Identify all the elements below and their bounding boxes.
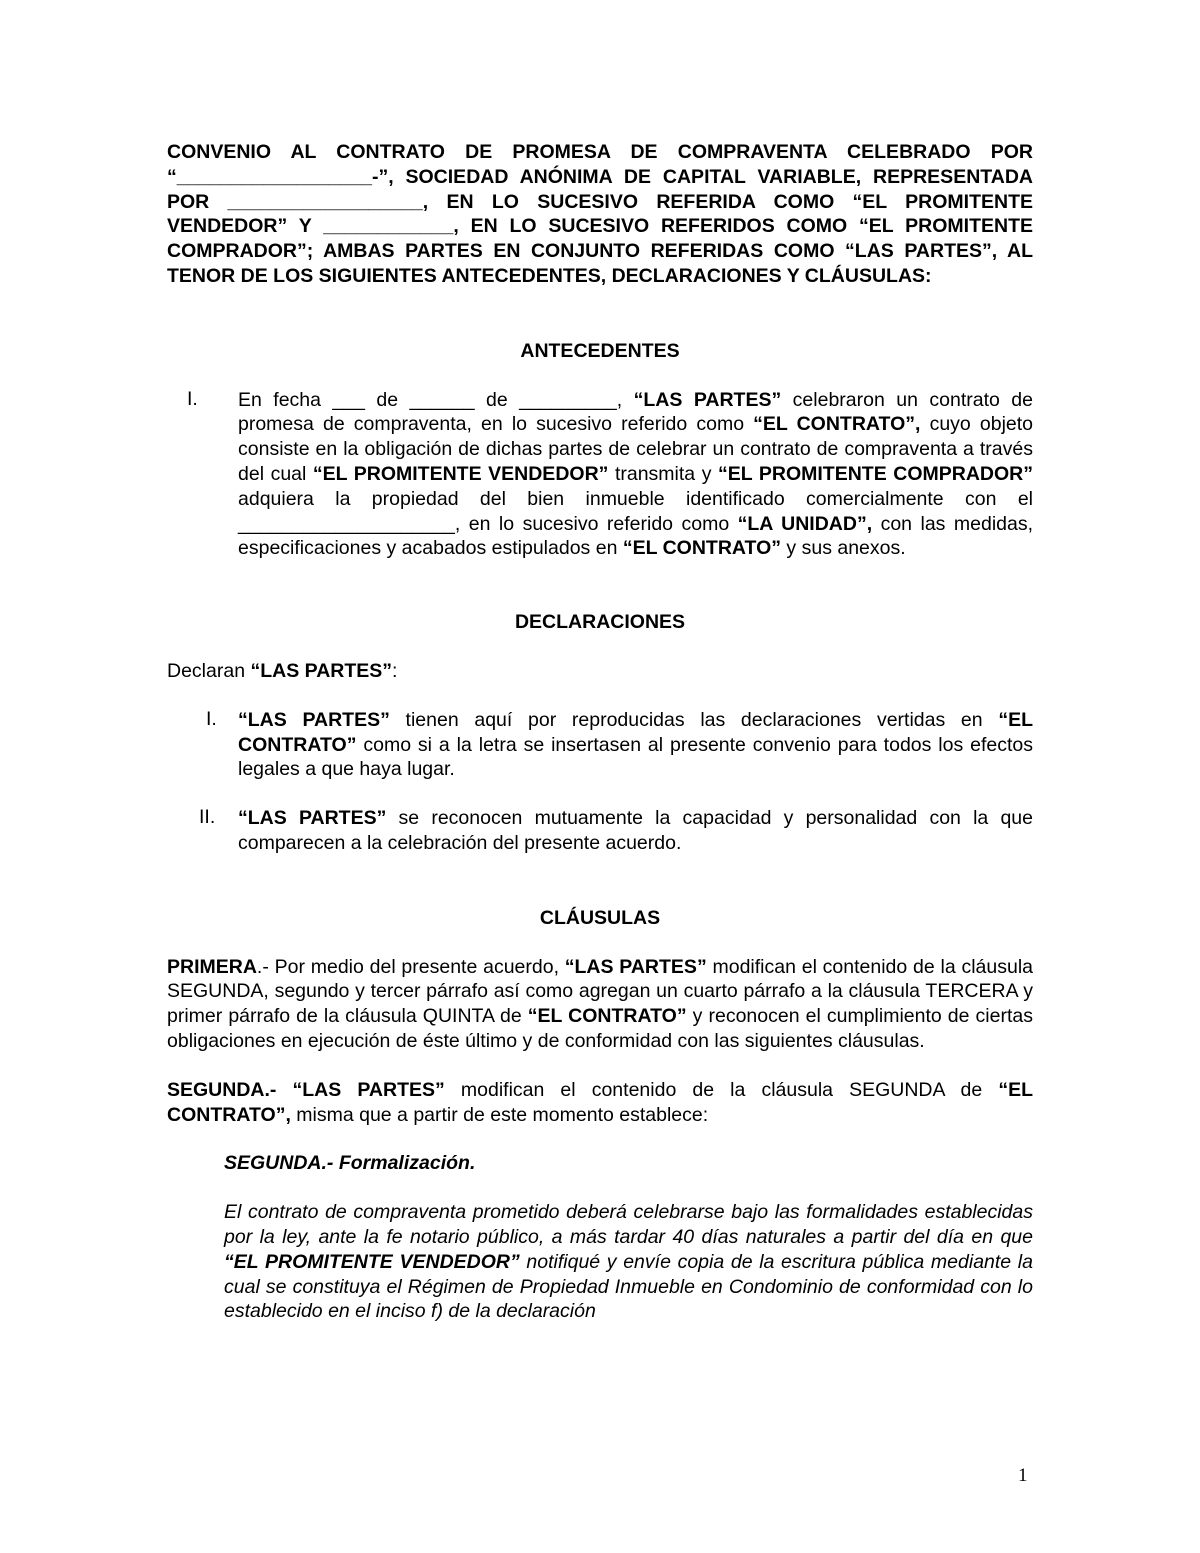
document-title: CONVENIO AL CONTRATO DE PROMESA DE COMPRAVENTA CELEBRADO POR “__________________-”, SOCIEDAD ANÓNIMA DE CAPITAL VARIABLE, REPRESENTADA POR __________________, EN LO SUCESIVO REFERIDA COMO “EL PROMITENTE VENDEDOR” Y ____________, EN LO SUCESIVO REFERIDOS COMO “EL PROMITENTE COMPRADOR”; AMBAS PARTES EN CONJUNTO REFERIDAS COMO “LAS PARTES”, AL TENOR DE LOS SIGUIENTES ANTECEDENTES, DECLARACIONES Y CLÁUSULAS: (167, 141, 1033, 287)
document-body (167, 140, 1033, 1324)
clausula-segunda: SEGUNDA.- “LAS PARTES” modifican el contenido de la cláusula SEGUNDA de “EL CONTRATO”, misma que a partir de este momento establece: (167, 1078, 1034, 1126)
declaracion-text: “LAS PARTES” se reconocen mutuamente la capacidad y personalidad con la que comparecen a la celebración del presente acuerdo. (238, 807, 1033, 854)
declaraciones-heading: DECLARACIONES (514, 611, 686, 634)
declaracion-item-2 (167, 806, 1033, 856)
clausula-segunda-body: El contrato de compraventa prometido deberá celebrarse bajo las formalidades establecidas por la ley, ante la fe notario público, a más tardar 40 días naturales a partir del día en que “EL PROMITENTE VENDEDOR” notifiqué y envíe copia de la escritura pública mediante la cual se constituya el Régimen de Propiedad Inmueble en Condominio de conformidad con lo establecido en el inciso f) de la declaración (224, 1201, 1033, 1323)
clausula-segunda-subtitle: SEGUNDA.- Formalización. (224, 1152, 476, 1175)
declaraciones-intro: Declaran “LAS PARTES”: (167, 659, 398, 682)
antecedentes-heading: ANTECEDENTES (520, 339, 680, 362)
antecedente-text: En fecha ___ de ______ de _________, “LAS PARTES” celebraron un contrato de promesa de compraventa, en lo sucesivo referido como “EL CONTRATO”, cuyo objeto consiste en la obligación de dichas partes de celebrar un contrato de compraventa a través del cual “EL PROMITENTE VENDEDOR” transmita y “EL PROMITENTE COMPRADOR” adquiera la propiedad del bien inmueble identificado comercialmente con el ____________________, en lo sucesivo referido como “LA UNIDAD”, con las medidas, especificaciones y acabados estipulados en “EL CONTRATO” y sus anexos. (238, 388, 1034, 560)
page-number: 1 (1018, 1465, 1028, 1486)
clausula-primera: PRIMERA.- Por medio del presente acuerdo, “LAS PARTES” modifican el contenido de la cláusula SEGUNDA, segundo y tercer párrafo así como agregan un cuarto párrafo a la cláusula TERCERA y primer párrafo de la cláusula QUINTA de “EL CONTRATO” y reconocen el cumplimiento de ciertas obligaciones en ejecución de éste último y de conformidad con las siguientes cláusulas. (167, 955, 1033, 1052)
list-number: I. (187, 387, 198, 410)
declaracion-text: “LAS PARTES” tienen aquí por reproducidas las declaraciones vertidas en “EL CONTRATO” como si a la letra se insertasen al presente convenio para todos los efectos legales a que haya lugar. (238, 708, 1033, 781)
clausulas-heading: CLÁUSULAS (539, 906, 661, 929)
list-number: I. (206, 707, 217, 730)
declaracion-item-1 (167, 708, 1033, 782)
antecedente-item-1 (167, 388, 1033, 562)
list-number: II. (199, 806, 216, 829)
